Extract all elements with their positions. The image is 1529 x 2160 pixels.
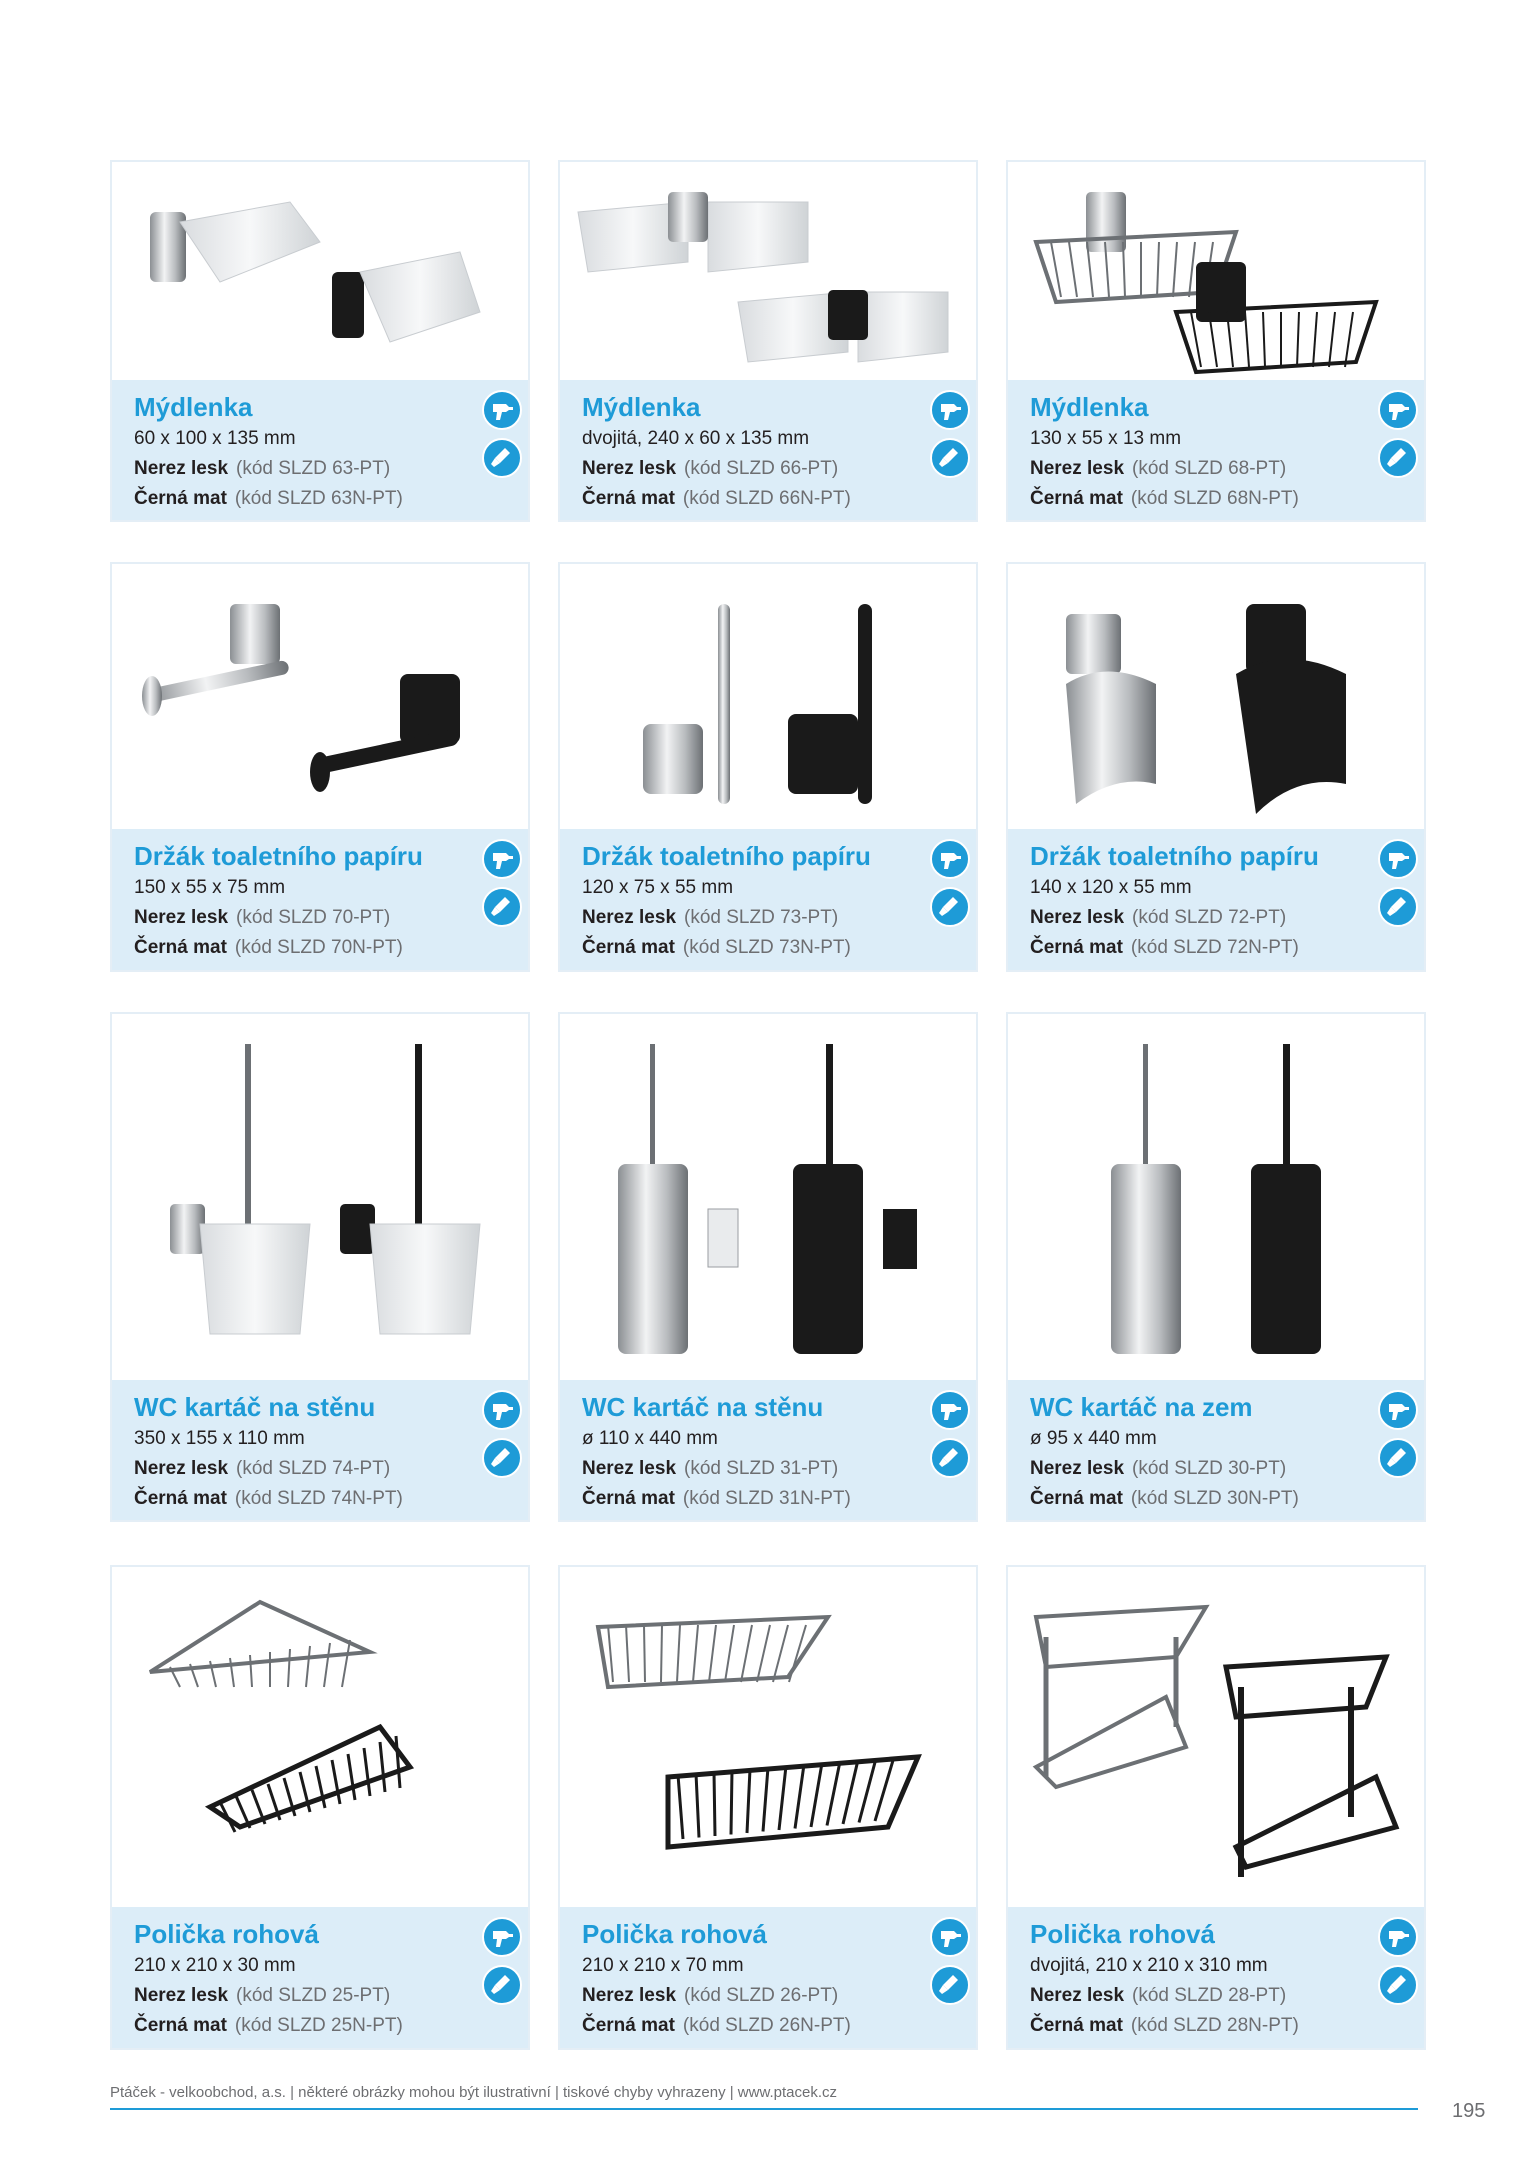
glue-icon — [930, 1965, 970, 2005]
product-card — [558, 160, 978, 522]
product-card — [110, 1012, 530, 1522]
product-image — [112, 162, 528, 380]
product-image — [560, 564, 976, 829]
product-title: WC kartáč na stěnu — [134, 1392, 376, 1422]
variant-code: (kód SLZD 74N-PT) — [234, 1488, 403, 1509]
variant-label: Nerez lesk — [134, 458, 229, 479]
product-image — [1008, 1567, 1424, 1907]
glue-icon — [1378, 1965, 1418, 2005]
variant-label: Černá mat — [582, 937, 675, 958]
variant-label: Nerez lesk — [1030, 1458, 1125, 1479]
product-image — [560, 162, 976, 380]
product-card — [1006, 1012, 1426, 1522]
variant-code: (kód SLZD 74-PT) — [236, 1458, 391, 1479]
product-dimensions: 140 x 120 x 55 mm — [1030, 877, 1192, 898]
product-card — [1006, 562, 1426, 972]
glue-icon — [1378, 887, 1418, 927]
variant-code: (kód SLZD 26-PT) — [684, 1985, 839, 2006]
variant-steel — [582, 458, 838, 480]
variant-code: (kód SLZD 63-PT) — [236, 458, 391, 479]
product-card — [1006, 160, 1426, 522]
drill-icon — [482, 1917, 522, 1957]
variant-label: Černá mat — [582, 1488, 675, 1509]
variant-code: (kód SLZD 66-PT) — [684, 458, 839, 479]
variant-code: (kód SLZD 31N-PT) — [682, 1488, 851, 1509]
footer-rule — [110, 2108, 1418, 2110]
product-title: Polička rohová — [134, 1919, 319, 1949]
product-info — [112, 380, 528, 520]
variant-steel — [1030, 907, 1286, 929]
variant-black — [1030, 2015, 1299, 2037]
product-title: Držák toaletního papíru — [134, 841, 423, 871]
variant-black — [1030, 937, 1299, 959]
variant-steel — [134, 458, 390, 480]
variant-label: Nerez lesk — [134, 907, 229, 928]
variant-code: (kód SLZD 73N-PT) — [682, 937, 851, 958]
variant-label: Černá mat — [1030, 937, 1123, 958]
variant-code: (kód SLZD 66N-PT) — [682, 488, 851, 509]
product-image — [560, 1014, 976, 1380]
product-card — [558, 1565, 978, 2050]
drill-icon — [482, 1390, 522, 1430]
product-dimensions: ø 95 x 440 mm — [1030, 1428, 1157, 1449]
variant-steel — [1030, 1458, 1286, 1480]
product-title: Držák toaletního papíru — [1030, 841, 1319, 871]
product-info — [560, 1907, 976, 2048]
product-info — [560, 380, 976, 520]
variant-label: Nerez lesk — [1030, 907, 1125, 928]
product-image — [112, 564, 528, 829]
variant-label: Nerez lesk — [1030, 458, 1125, 479]
drill-icon — [1378, 1390, 1418, 1430]
variant-code: (kód SLZD 31-PT) — [684, 1458, 839, 1479]
variant-label: Černá mat — [134, 2015, 227, 2036]
variant-label: Černá mat — [582, 2015, 675, 2036]
product-info — [1008, 1907, 1424, 2048]
variant-code: (kód SLZD 70N-PT) — [234, 937, 403, 958]
drill-icon — [930, 390, 970, 430]
variant-black — [582, 1488, 851, 1510]
footer-text: Ptáček - velkoobchod, a.s. | některé obrázky mohou být ilustrativní | tiskové chyby vyhrazeny | www.ptacek.cz — [110, 2084, 838, 2101]
glue-icon — [482, 1438, 522, 1478]
drill-icon — [482, 839, 522, 879]
product-dimensions: dvojitá, 210 x 210 x 310 mm — [1030, 1955, 1268, 1976]
product-dimensions: 210 x 210 x 30 mm — [134, 1955, 296, 1976]
drill-icon — [930, 1390, 970, 1430]
product-dimensions: 120 x 75 x 55 mm — [582, 877, 734, 898]
product-title: Mýdlenka — [1030, 392, 1149, 422]
variant-black — [134, 937, 403, 959]
product-title: Polička rohová — [582, 1919, 767, 1949]
product-dimensions: ø 110 x 440 mm — [582, 1428, 718, 1449]
variant-black — [1030, 488, 1299, 510]
variant-code: (kód SLZD 73-PT) — [684, 907, 839, 928]
product-info — [1008, 1380, 1424, 1520]
product-image — [112, 1014, 528, 1380]
drill-icon — [1378, 390, 1418, 430]
product-info — [112, 829, 528, 970]
variant-steel — [582, 1985, 838, 2007]
variant-black — [582, 488, 851, 510]
drill-icon — [482, 390, 522, 430]
variant-black — [582, 937, 851, 959]
variant-steel — [1030, 1985, 1286, 2007]
glue-icon — [930, 438, 970, 478]
product-info — [560, 829, 976, 970]
product-card — [110, 1565, 530, 2050]
product-dimensions: 150 x 55 x 75 mm — [134, 877, 286, 898]
drill-icon — [930, 1917, 970, 1957]
variant-code: (kód SLZD 68-PT) — [1132, 458, 1287, 479]
variant-label: Nerez lesk — [582, 458, 677, 479]
glue-icon — [1378, 438, 1418, 478]
drill-icon — [1378, 1917, 1418, 1957]
product-dimensions: 60 x 100 x 135 mm — [134, 428, 296, 449]
product-card — [558, 1012, 978, 1522]
product-title: Držák toaletního papíru — [582, 841, 871, 871]
variant-steel — [134, 1458, 390, 1480]
page-number: 195 — [1452, 2100, 1486, 2122]
product-info — [1008, 829, 1424, 970]
product-info — [1008, 380, 1424, 520]
variant-label: Černá mat — [134, 937, 227, 958]
product-title: Mýdlenka — [582, 392, 701, 422]
variant-label: Nerez lesk — [1030, 1985, 1125, 2006]
variant-steel — [134, 907, 390, 929]
variant-code: (kód SLZD 26N-PT) — [682, 2015, 851, 2036]
drill-icon — [930, 839, 970, 879]
product-title: WC kartáč na zem — [1030, 1392, 1253, 1422]
variant-code: (kód SLZD 30N-PT) — [1130, 1488, 1299, 1509]
product-title: Polička rohová — [1030, 1919, 1215, 1949]
variant-black — [134, 2015, 403, 2037]
variant-label: Nerez lesk — [582, 1458, 677, 1479]
product-card — [558, 562, 978, 972]
glue-icon — [482, 887, 522, 927]
variant-label: Nerez lesk — [582, 1985, 677, 2006]
product-title: Mýdlenka — [134, 392, 253, 422]
variant-black — [134, 488, 403, 510]
glue-icon — [482, 438, 522, 478]
product-image — [1008, 564, 1424, 829]
variant-code: (kód SLZD 25N-PT) — [234, 2015, 403, 2036]
variant-steel — [134, 1985, 390, 2007]
product-info — [112, 1907, 528, 2048]
variant-code: (kód SLZD 72N-PT) — [1130, 937, 1299, 958]
product-dimensions: 350 x 155 x 110 mm — [134, 1428, 305, 1449]
variant-code: (kód SLZD 30-PT) — [1132, 1458, 1287, 1479]
variant-code: (kód SLZD 28N-PT) — [1130, 2015, 1299, 2036]
glue-icon — [930, 887, 970, 927]
product-image — [1008, 1014, 1424, 1380]
product-image — [1008, 162, 1424, 380]
variant-label: Nerez lesk — [582, 907, 677, 928]
product-dimensions: dvojitá, 240 x 60 x 135 mm — [582, 428, 810, 449]
variant-code: (kód SLZD 68N-PT) — [1130, 488, 1299, 509]
product-card — [110, 562, 530, 972]
glue-icon — [1378, 1438, 1418, 1478]
product-image — [112, 1567, 528, 1907]
variant-label: Nerez lesk — [134, 1458, 229, 1479]
variant-code: (kód SLZD 25-PT) — [236, 1985, 391, 2006]
product-dimensions: 210 x 210 x 70 mm — [582, 1955, 744, 1976]
glue-icon — [930, 1438, 970, 1478]
product-dimensions: 130 x 55 x 13 mm — [1030, 428, 1182, 449]
product-info — [112, 1380, 528, 1520]
product-info — [560, 1380, 976, 1520]
variant-label: Černá mat — [1030, 2015, 1123, 2036]
glue-icon — [482, 1965, 522, 2005]
product-card — [1006, 1565, 1426, 2050]
variant-label: Černá mat — [1030, 488, 1123, 509]
product-card — [110, 160, 530, 522]
variant-label: Černá mat — [134, 1488, 227, 1509]
product-image — [560, 1567, 976, 1907]
variant-code: (kód SLZD 72-PT) — [1132, 907, 1287, 928]
variant-black — [134, 1488, 403, 1510]
variant-label: Černá mat — [1030, 1488, 1123, 1509]
variant-black — [582, 2015, 851, 2037]
variant-code: (kód SLZD 63N-PT) — [234, 488, 403, 509]
variant-label: Černá mat — [134, 488, 227, 509]
variant-label: Černá mat — [582, 488, 675, 509]
variant-code: (kód SLZD 70-PT) — [236, 907, 391, 928]
variant-steel — [582, 1458, 838, 1480]
variant-steel — [582, 907, 838, 929]
variant-code: (kód SLZD 28-PT) — [1132, 1985, 1287, 2006]
product-title: WC kartáč na stěnu — [582, 1392, 824, 1422]
drill-icon — [1378, 839, 1418, 879]
variant-steel — [1030, 458, 1286, 480]
variant-label: Nerez lesk — [134, 1985, 229, 2006]
variant-black — [1030, 1488, 1299, 1510]
